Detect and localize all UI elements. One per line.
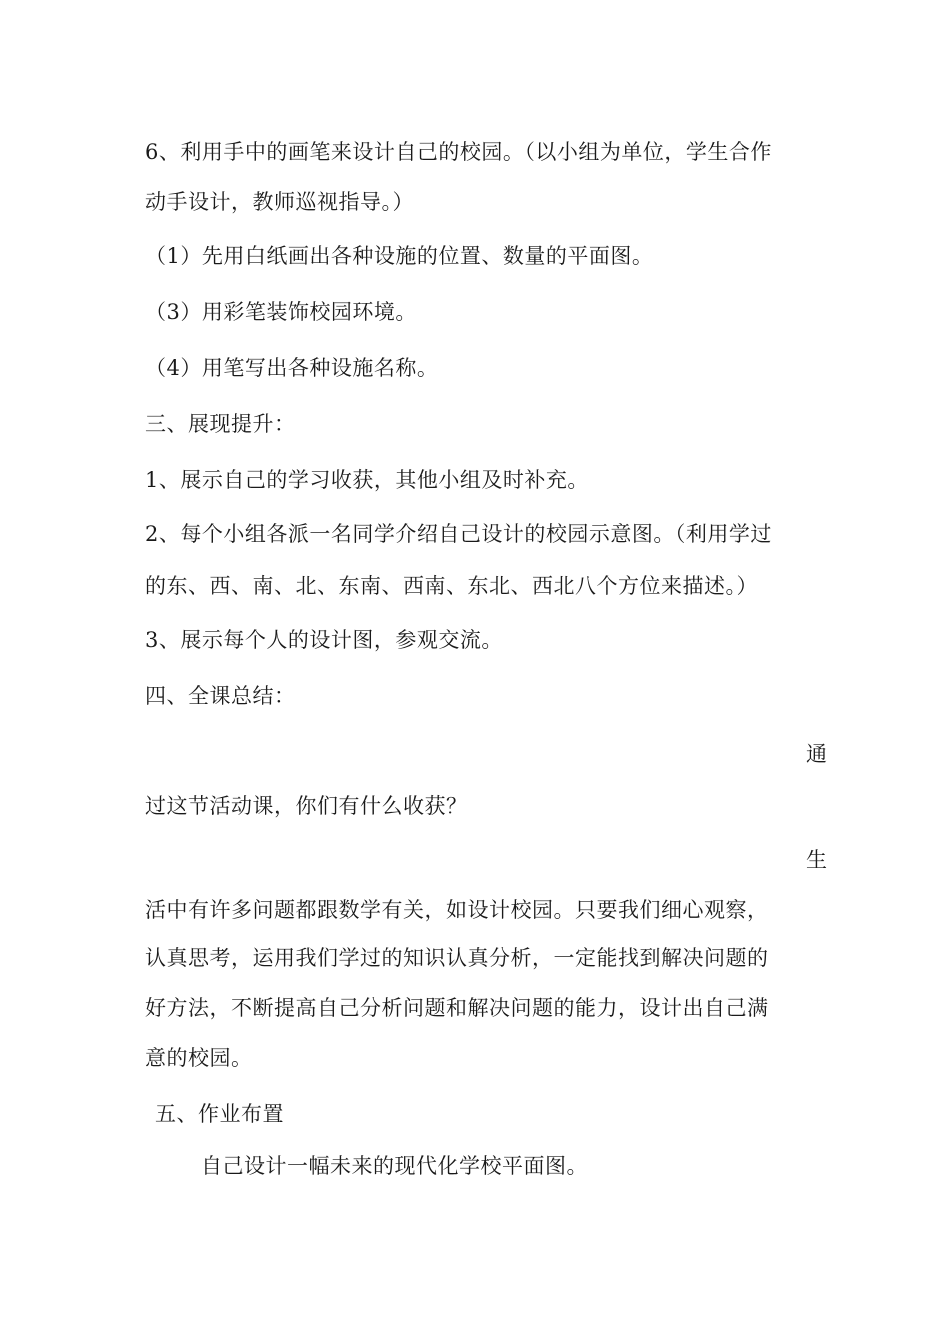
substep-1: （1）先用白纸画出各种设施的位置、数量的平面图。 <box>145 244 654 268</box>
summary-paragraph-line-1: 活中有许多问题都跟数学有关，如设计校园。只要我们细心观察， <box>145 898 769 922</box>
section-3-item-1: 1、展示自己的学习收获，其他小组及时补充。 <box>145 468 589 492</box>
step-6-line-2: 动手设计，教师巡视指导。） <box>145 190 414 214</box>
summary-line-1-start: 通 <box>806 742 827 766</box>
homework-text: 自己设计一幅未来的现代化学校平面图。 <box>201 1154 588 1178</box>
summary-paragraph-line-3: 好方法，不断提高自己分析问题和解决问题的能力，设计出自己满 <box>145 996 769 1020</box>
section-4-heading: 四、全课总结： <box>145 684 296 708</box>
substep-3: （3）用彩笔装饰校园环境。 <box>145 300 417 324</box>
section-3-item-2-line-1: 2、每个小组各派一名同学介绍自己设计的校园示意图。（利用学过 <box>145 522 772 546</box>
summary-line-2-start: 生 <box>806 848 827 872</box>
section-5-heading: 五、作业布置 <box>155 1102 284 1126</box>
section-3-item-2-line-2: 的东、西、南、北、东南、西南、东北、西北八个方位来描述。） <box>145 574 758 598</box>
section-3-heading: 三、展现提升： <box>145 412 296 436</box>
step-6-line-1: 6、利用手中的画笔来设计自己的校园。（以小组为单位，学生合作 <box>145 140 772 164</box>
summary-line-1-rest: 过这节活动课，你们有什么收获？ <box>145 794 468 818</box>
summary-paragraph-line-4: 意的校园。 <box>145 1046 253 1070</box>
section-3-item-3: 3、展示每个人的设计图，参观交流。 <box>145 628 503 652</box>
substep-4: （4）用笔写出各种设施名称。 <box>145 356 439 380</box>
summary-paragraph-line-2: 认真思考，运用我们学过的知识认真分析，一定能找到解决问题的 <box>145 946 769 970</box>
